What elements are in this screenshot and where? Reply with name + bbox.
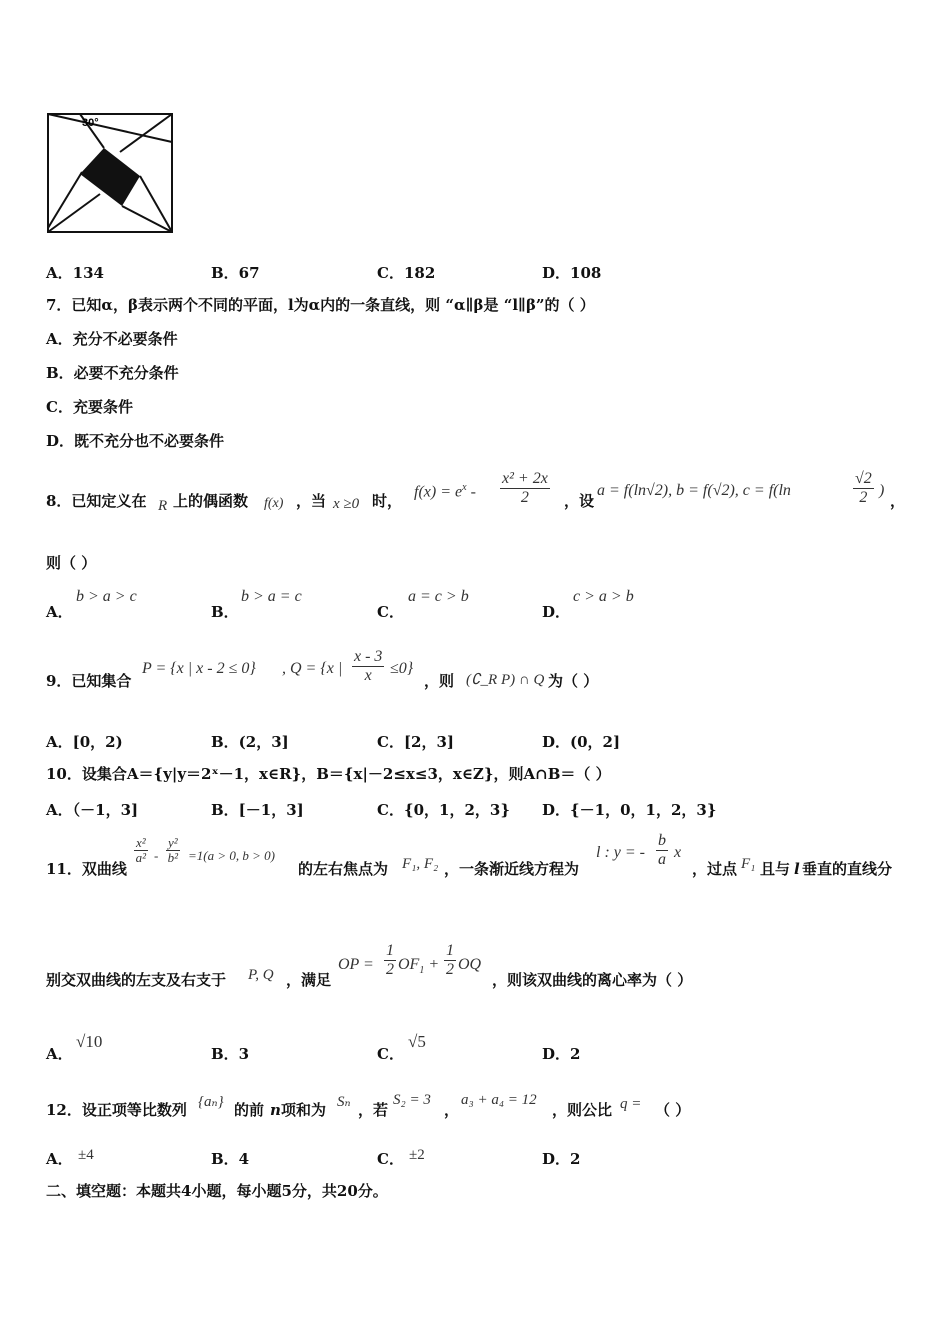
q8-option-a-label[interactable]: A． [46, 603, 73, 621]
q9-option-c[interactable]: C．[2，3] [377, 733, 455, 751]
q8-domain-r: R [158, 498, 168, 514]
q8-text-3: ，当 [296, 492, 327, 510]
q12-option-c[interactable]: ±2 [409, 1147, 425, 1163]
q11-f1: F₁ [741, 856, 756, 872]
q7-option-c[interactable]: C．充要条件 [46, 398, 133, 416]
q8-option-a[interactable]: b > a > c [76, 588, 137, 605]
q9-text-1: 9．已知集合 [46, 672, 132, 690]
q10-stem: 10．设集合A＝{y|y＝2ˣ－1，x∈R}，B＝{x|－2≤x≤3，x∈Z}，则A∩B＝（ ） [46, 765, 611, 783]
q12-s2: S₂ = 3 [393, 1092, 431, 1108]
q8-option-d[interactable]: c > a > b [573, 588, 634, 605]
q9-option-b[interactable]: B．(2，3] [211, 733, 289, 751]
q12-text-1: 12．设正项等比数列 [46, 1101, 187, 1119]
q8-option-b-label[interactable]: B． [211, 603, 239, 621]
q12-q: q = [620, 1096, 642, 1112]
q12-text-4: ，若 [358, 1101, 389, 1119]
q11-points-pq: P, Q [248, 967, 274, 983]
q11-text-5: 且与 [760, 860, 791, 878]
q10-option-a[interactable]: A．（－1，3] [46, 801, 139, 819]
q11-text-7: 别交双曲线的左支及右支于 [46, 971, 227, 989]
q8-then: 则（ ） [46, 554, 97, 572]
q7-option-d[interactable]: D．既不充分也不必要条件 [46, 432, 225, 450]
q8-text-6: ， [890, 492, 906, 510]
q12-n: n [270, 1101, 281, 1119]
q11-option-a[interactable]: √10 [76, 1032, 103, 1051]
q11-curve: $\frac{\text{x²}}{\text{a²}}$ - $\frac{\text{y²}}{\text{b²}}$ =1(a > 0, b > 0) [135, 835, 275, 866]
q10-option-b[interactable]: B．[－1，3] [211, 801, 304, 819]
q8-text-2: 上的偶函数 [173, 492, 249, 510]
q11-option-d[interactable]: D．2 [542, 1045, 581, 1063]
q9-option-d[interactable]: D．(0，2] [542, 733, 621, 751]
section-2-heading: 二、填空题：本题共4小题，每小题5分，共20分。 [46, 1182, 388, 1200]
angle-label: 30° [82, 117, 99, 129]
q12-text-6: ，则公比 [552, 1101, 613, 1119]
q11-text-6: 垂直的直线分 [802, 860, 893, 878]
q11-text-9: ，则该双曲线的离心率为（ ） [492, 971, 693, 989]
q12-option-b[interactable]: B．4 [211, 1150, 250, 1168]
q11-text-2: 的左右焦点为 [298, 860, 389, 878]
q6-option-c[interactable]: C．182 [377, 264, 436, 282]
q12-a3-a4: a₃ + a₄ = 12 [461, 1092, 537, 1108]
q12-text-7: （ ） [655, 1101, 691, 1119]
q11-option-b[interactable]: B．3 [211, 1045, 250, 1063]
q12-option-d[interactable]: D．2 [542, 1150, 581, 1168]
q12-text-5: ， [444, 1101, 460, 1119]
q12-text-3: 项和为 [281, 1101, 327, 1119]
q8-function-def: $f(x) = e^x$ - $\frac{\text{x² + 2x}}{2}$ [414, 470, 548, 506]
black-square [80, 148, 140, 206]
q8-text-1: 8．已知定义在 [46, 492, 147, 510]
q9-option-a[interactable]: A．[0，2) [46, 733, 123, 751]
q7-stem: 7．已知α，β表示两个不同的平面，l为α内的一条直线，则 “α∥β是 “l∥β”的（ ） [46, 296, 595, 314]
q6-option-a[interactable]: A．134 [46, 264, 104, 282]
q10-option-c[interactable]: C．{0，1，2，3} [377, 801, 510, 819]
q12-option-c-label[interactable]: C． [377, 1150, 404, 1168]
q9-expression: (∁_R P) ∩ Q [466, 672, 545, 688]
square-figure [44, 110, 176, 236]
q9-set-q: , Q = {x | $\frac{x - 3}{x}$ ≤0} [282, 648, 414, 684]
q12-sequence: {aₙ} [198, 1094, 224, 1110]
q11-vector-eq: OP = $\frac{1}{2}$ $OF_1$ + $\frac{1}{2}$ OQ [338, 942, 482, 978]
q11-foci: F₁, F₂ [402, 856, 439, 872]
q8-condition: x ≥0 [333, 496, 360, 512]
q11-text-3: ，一条渐近线方程为 [444, 860, 580, 878]
q8-option-d-label[interactable]: D． [542, 603, 571, 621]
q11-asymptote: l : y = - $\frac{b}{a}$ x [596, 832, 682, 868]
q8-abc-def: a = f(ln√2), b = f(√2), c = f(ln $\frac{√2}{2}$ ) [597, 470, 885, 506]
q7-option-b[interactable]: B．必要不充分条件 [46, 364, 179, 382]
q9-text-2: ，则 [424, 672, 455, 690]
q11-option-a-label[interactable]: A． [46, 1045, 73, 1063]
q9-text-3: 为（ ） [548, 672, 599, 690]
q9-set-p: P = {x | x - 2 ≤ 0} [142, 660, 256, 677]
q11-text-1: 11．双曲线 [46, 860, 127, 878]
q8-option-c[interactable]: a = c > b [408, 588, 469, 605]
q8-fx: f(x) [264, 496, 284, 511]
q8-option-c-label[interactable]: C． [377, 603, 404, 621]
q11-text-8: ，满足 [286, 971, 332, 989]
q6-option-b[interactable]: B．67 [211, 264, 260, 282]
q8-text-5: ，设 [564, 492, 595, 510]
q11-option-c[interactable]: √5 [408, 1032, 426, 1051]
q12-text-2: 的前 [234, 1101, 265, 1119]
q12-option-a-label[interactable]: A． [46, 1150, 73, 1168]
q12-option-a[interactable]: ±4 [78, 1147, 94, 1163]
q10-option-d[interactable]: D．{－1，0，1，2，3} [542, 801, 717, 819]
q12-sn: Sₙ [337, 1094, 351, 1110]
q11-line-l: l [794, 860, 800, 878]
q7-option-a[interactable]: A．充分不必要条件 [46, 330, 178, 348]
q8-option-b[interactable]: b > a = c [241, 588, 302, 605]
q11-option-c-label[interactable]: C． [377, 1045, 404, 1063]
q6-option-d[interactable]: D．108 [542, 264, 602, 282]
diag-line-3 [48, 194, 100, 232]
q11-text-4: ，过点 [692, 860, 738, 878]
q8-text-4: 时， [372, 492, 403, 510]
